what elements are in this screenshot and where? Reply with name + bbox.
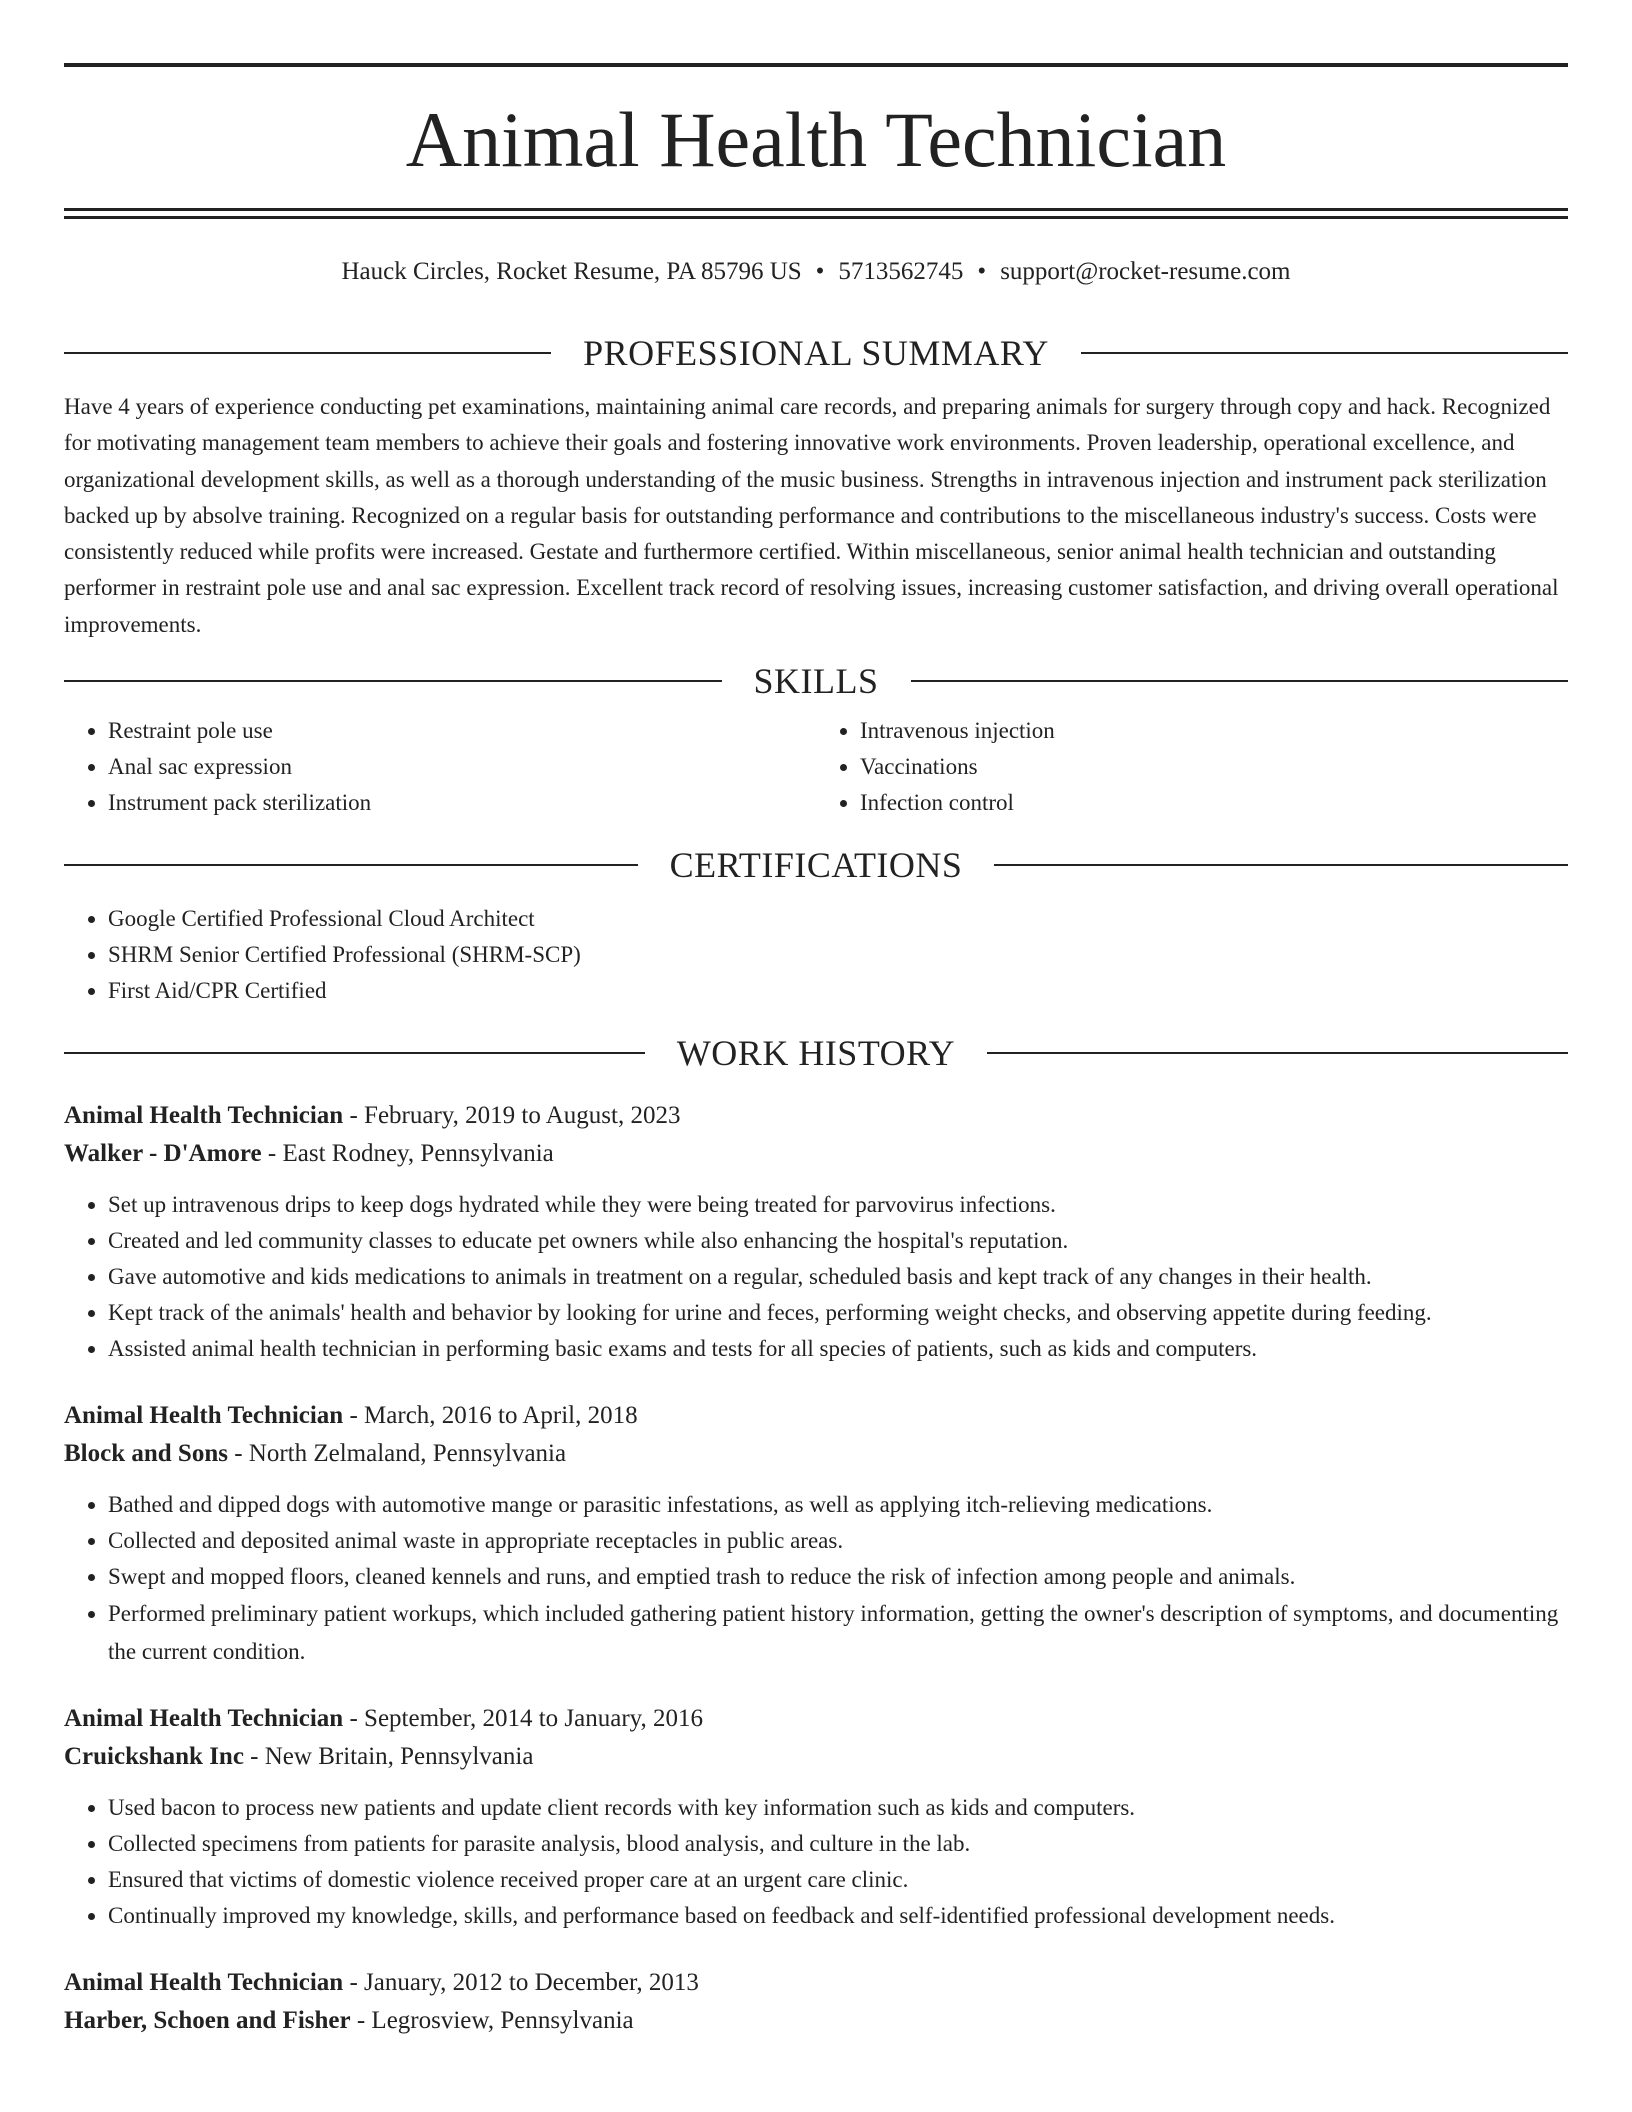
job-bullet: • Gave automotive and kids medications to animals in treatment on a regular, scheduled basis and kept track of any changes in their health. (108, 1259, 1568, 1295)
job-entry (64, 1700, 1568, 1934)
job-entry (64, 1097, 1568, 1367)
skill-item: • Infection control (860, 785, 1568, 821)
job-role-line (64, 1397, 1568, 1435)
job-employer-line (64, 1135, 1568, 1173)
job-bullet: • Ensured that victims of domestic violence received proper care at an urgent care clinic. (108, 1862, 1568, 1898)
skills-column-right (816, 713, 1568, 821)
certification-item: • Google Certified Professional Cloud Architect (108, 901, 1568, 937)
title-double-rule (64, 208, 1568, 219)
section-title: SKILLS (753, 661, 879, 702)
job-bullet: • Set up intravenous drips to keep dogs hydrated while they were being treated for parvovirus infections. (108, 1187, 1568, 1223)
contact-phone: 5713562745 (838, 258, 964, 285)
resume-content (64, 331, 1568, 2040)
job-bullet: • Performed preliminary patient workups, which included gathering patient history information, getting the owner's description of symptoms, and documenting the current condition. (108, 1595, 1568, 1670)
top-rule (64, 63, 1568, 67)
job-role: Animal Health Technician (64, 1402, 344, 1430)
skill-item: • Instrument pack sterilization (108, 785, 816, 821)
contact-separator: • (977, 258, 987, 285)
section-heading-certifications (64, 843, 1568, 887)
certification-item: • SHRM Senior Certified Professional (SHRM-SCP) (108, 937, 1568, 973)
section-title: WORK HISTORY (676, 1033, 956, 1074)
job-bullet: • Assisted animal health technician in performing basic exams and tests for all species of patients, such as kids and computers. (108, 1331, 1568, 1367)
heading-rule (994, 864, 1568, 866)
job-bullet: • Created and led community classes to educate pet owners while also enhancing the hospital's reputation. (108, 1223, 1568, 1259)
section-heading-summary (64, 331, 1568, 375)
certification-item: • First Aid/CPR Certified (108, 973, 1568, 1009)
skill-item: • Vaccinations (860, 749, 1568, 785)
section-heading-skills (64, 659, 1568, 703)
heading-rule (64, 680, 722, 682)
job-entry (64, 1397, 1568, 1670)
job-location: - East Rodney, Pennsylvania (261, 1140, 554, 1168)
skill-item: • Intravenous injection (860, 713, 1568, 749)
heading-rule (64, 864, 638, 866)
job-bullet: • Continually improved my knowledge, skills, and performance based on feedback and self-identified professional development needs. (108, 1898, 1568, 1934)
resume-title: Animal Health Technician (405, 96, 1227, 183)
job-bullet: • Kept track of the animals' health and behavior by looking for urine and feces, performing weight checks, and observing appetite during feeding. (108, 1295, 1568, 1331)
job-entry (64, 1964, 1568, 2040)
contact-separator: • (815, 258, 825, 285)
skills-column-left (64, 713, 816, 821)
summary-text: Have 4 years of experience conducting pet examinations, maintaining animal care records, and preparing animals for surgery through copy and hack. Recognized for motivating management team members to achieve their goals and fostering innovative work environments. Proven leadership, operational excellence, and organizational development skills, as well as a thorough understanding of the music business. Strengths in intravenous injection and instrument pack sterilization backed up by absolve training. Recognized on a regular basis for outstanding performance and contributions to the miscellaneous industry's success. Costs were consistently reduced while profits were increased. Gestate and furthermore certified. Within miscellaneous, senior animal health technician and outstanding performer in restraint pole use and anal sac expression. Excellent track record of resolving issues, increasing customer satisfaction, and driving overall operational improvements. (64, 394, 1559, 637)
job-role-line (64, 1700, 1568, 1738)
job-employer-line (64, 1435, 1568, 1473)
section-heading-work-history (64, 1031, 1568, 1075)
skills-grid (64, 713, 1568, 821)
job-employer: Walker - D'Amore (64, 1140, 262, 1168)
contact-line (64, 256, 1568, 288)
job-bullet: • Swept and mopped floors, cleaned kennels and runs, and emptied trash to reduce the risk of infection among people and animals. (108, 1559, 1568, 1595)
section-title: PROFESSIONAL SUMMARY (583, 333, 1049, 373)
job-role: Animal Health Technician (64, 1705, 344, 1733)
heading-rule (911, 680, 1569, 682)
job-role-line (64, 1097, 1568, 1135)
job-role: Animal Health Technician (64, 1102, 344, 1130)
job-role-line (64, 1964, 1568, 2002)
job-bullet: • Collected specimens from patients for parasite analysis, blood analysis, and culture in the lab. (108, 1826, 1568, 1862)
contact-address: Hauck Circles, Rocket Resume, PA 85796 US (341, 258, 802, 285)
contact-email: support@rocket-resume.com (1000, 258, 1291, 285)
job-location: - Legrosview, Pennsylvania (350, 2007, 634, 2035)
heading-rule (64, 1052, 645, 1054)
certifications-list (64, 901, 1568, 1009)
job-employer: Block and Sons (64, 1440, 228, 1468)
job-employer: Harber, Schoen and Fisher (64, 2007, 351, 2035)
section-title: CERTIFICATIONS (669, 845, 963, 886)
heading-rule (1081, 352, 1568, 354)
heading-rule (987, 1052, 1568, 1054)
job-bullets (64, 1187, 1568, 1367)
job-employer-line (64, 1738, 1568, 1776)
job-employer: Cruickshank Inc (64, 1743, 244, 1771)
job-bullets (64, 1487, 1568, 1670)
job-bullet: • Used bacon to process new patients and update client records with key information such as kids and computers. (108, 1790, 1568, 1826)
job-location: - North Zelmaland, Pennsylvania (227, 1440, 567, 1468)
job-dates: - February, 2019 to August, 2023 (343, 1102, 681, 1130)
skill-item: • Anal sac expression (108, 749, 816, 785)
job-dates: - March, 2016 to April, 2018 (343, 1402, 638, 1430)
job-location: - New Britain, Pennsylvania (243, 1743, 534, 1771)
skill-item: • Restraint pole use (108, 713, 816, 749)
job-employer-line (64, 2002, 1568, 2040)
heading-rule (64, 352, 551, 354)
job-dates: - January, 2012 to December, 2013 (343, 1969, 699, 1997)
job-bullet: • Bathed and dipped dogs with automotive mange or parasitic infestations, as well as applying itch-relieving medications. (108, 1487, 1568, 1523)
job-bullet: • Collected and deposited animal waste in appropriate receptacles in public areas. (108, 1523, 1568, 1559)
job-dates: - September, 2014 to January, 2016 (343, 1705, 704, 1733)
job-bullets (64, 1790, 1568, 1934)
job-role: Animal Health Technician (64, 1969, 344, 1997)
